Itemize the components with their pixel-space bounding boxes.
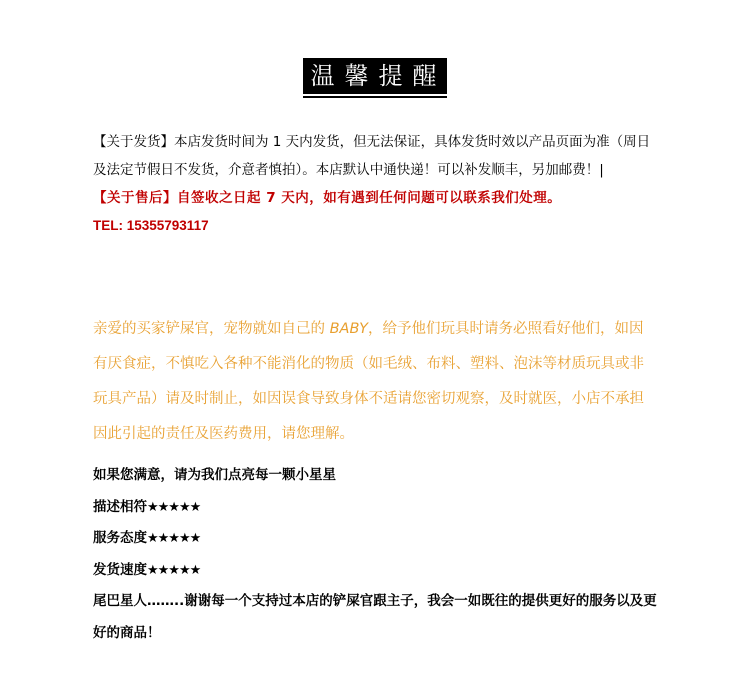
rating-label: 发货速度 bbox=[93, 561, 147, 578]
care-text-before: 亲爱的买家铲屎官，宠物就如自己的 bbox=[93, 321, 330, 337]
title-container bbox=[0, 58, 749, 96]
rating-row bbox=[93, 555, 663, 587]
rating-row bbox=[93, 492, 663, 524]
care-text-after: ，给予他们玩具时请务必照看好他们，如因有厌食症，不慎吃入各种不能消化的物质（如毛绒、布料、塑料、泡沫等材质玩具或非玩具产品）请及时制止，如因误食导致身体不适请您密切观察，及时就医，小店不承担因此引起的责任及医药费用，请您理解。 bbox=[93, 321, 644, 442]
rating-section bbox=[93, 460, 663, 649]
after-sales-text: 【关于售后】自签收之日起 7 天内，如有遇到任何问题可以联系我们处理。 bbox=[93, 190, 562, 206]
shipping-paragraph bbox=[93, 128, 663, 184]
pet-care-notice bbox=[93, 312, 658, 452]
page-title: 温馨提醒 bbox=[303, 58, 447, 96]
rating-label: 服务态度 bbox=[93, 530, 147, 546]
contact-tel: TEL: 15355793117 bbox=[93, 218, 209, 233]
closing-text: 尾巴星人……..谢谢每一个支持过本店的铲屎官跟主子，我会一如既往的提供更好的服务以及更好的商品！ bbox=[93, 593, 657, 641]
star-icons: ★★★★★ bbox=[147, 562, 201, 578]
rating-label: 描述相符 bbox=[93, 498, 147, 515]
shipping-label: 【关于发货】 bbox=[93, 134, 174, 150]
rating-row bbox=[93, 523, 663, 555]
shipping-notice bbox=[93, 128, 663, 240]
shipping-text: 本店发货时间为 1 天内发货，但无法保证，具体发货时效以产品页面为准（周日及法定节假日不发货，介意者慎拍）。本店默认中通快递！可以补发顺丰，另加邮费！| bbox=[93, 134, 651, 178]
care-baby: BABY bbox=[329, 321, 369, 337]
rating-intro: 如果您满意，请为我们点亮每一颗小星星 bbox=[93, 467, 336, 483]
star-icons: ★★★★★ bbox=[147, 499, 201, 515]
star-icons: ★★★★★ bbox=[147, 531, 201, 546]
